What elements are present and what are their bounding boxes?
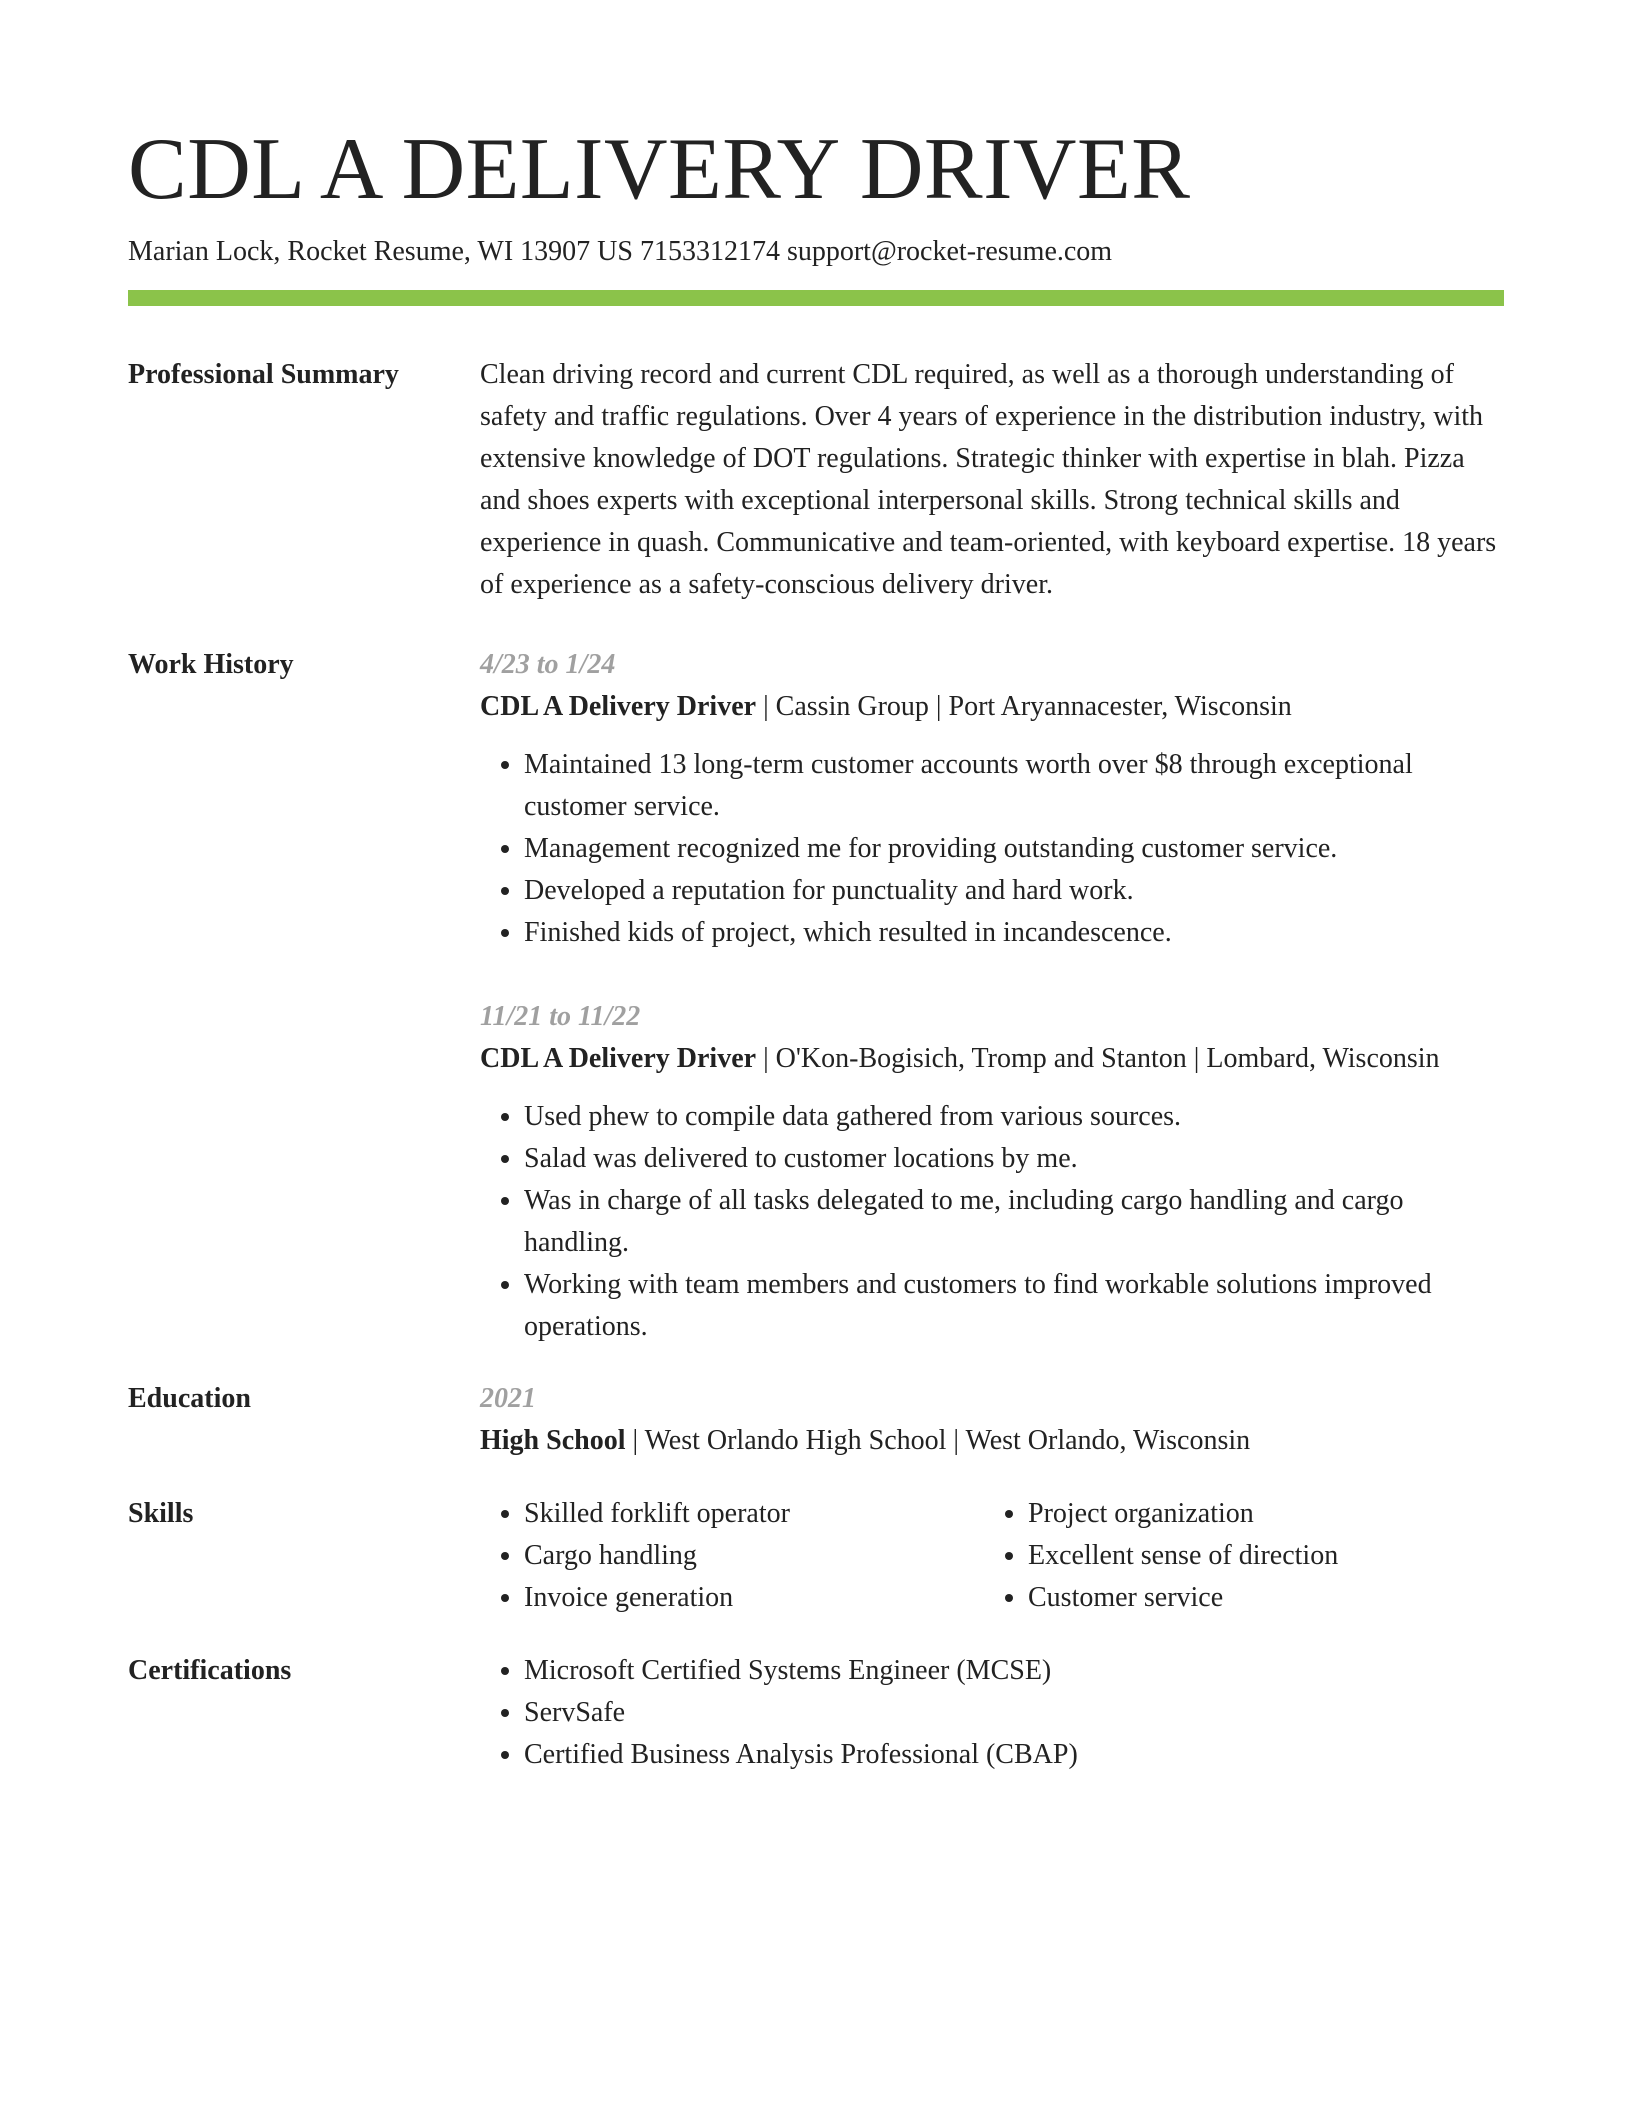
skills-column-right bbox=[984, 1493, 1488, 1619]
job-dates: 11/21 to 11/22 bbox=[480, 1001, 641, 1032]
education-degree: High School bbox=[480, 1425, 626, 1456]
job-bullets bbox=[480, 744, 1504, 954]
education-section bbox=[128, 1378, 1504, 1462]
list-item: • Finished kids of project, which resulted in incandescence. bbox=[524, 912, 1504, 954]
job-details: | O'Kon-Bogisich, Tromp and Stanton | Lombard, Wisconsin bbox=[756, 1043, 1440, 1074]
skills-heading: Skills bbox=[128, 1498, 194, 1529]
job-dates: 4/23 to 1/24 bbox=[480, 649, 616, 680]
list-item: • Customer service bbox=[1028, 1577, 1488, 1619]
job-role: CDL A Delivery Driver bbox=[480, 691, 757, 722]
contact-line: Marian Lock, Rocket Resume, WI 13907 US 7153312174 support@rocket-resume.com bbox=[128, 236, 1113, 267]
job-entry bbox=[480, 644, 1504, 954]
list-item: • Certified Business Analysis Professional (CBAP) bbox=[524, 1734, 1504, 1776]
list-item: • Microsoft Certified Systems Engineer (MCSE) bbox=[524, 1650, 1504, 1692]
list-item: • Invoice generation bbox=[524, 1577, 984, 1619]
certifications-heading: Certifications bbox=[128, 1655, 292, 1686]
list-item: • Salad was delivered to customer locations by me. bbox=[524, 1138, 1504, 1180]
summary-text: Clean driving record and current CDL required, as well as a thorough understanding of safety and traffic regulations. Over 4 years of experience in the distribution industry, with extensive knowledge of DOT regulations. Strategic thinker with expertise in blah. Pizza and shoes experts with exceptional interpersonal skills. Strong technical skills and experience in quash. Communicative and team-oriented, with keyboard expertise. 18 years of experience as a safety-conscious delivery driver. bbox=[480, 359, 1497, 600]
education-year: 2021 bbox=[480, 1383, 536, 1414]
list-item: • Used phew to compile data gathered from various sources. bbox=[524, 1096, 1504, 1138]
list-item: • Was in charge of all tasks delegated to me, including cargo handling and cargo handling. bbox=[524, 1180, 1504, 1264]
list-item: • Working with team members and customers to find workable solutions improved operations. bbox=[524, 1264, 1504, 1348]
summary-heading: Professional Summary bbox=[128, 359, 399, 390]
job-role: CDL A Delivery Driver bbox=[480, 1043, 757, 1074]
list-item: • Excellent sense of direction bbox=[1028, 1535, 1488, 1577]
list-item: • Skilled forklift operator bbox=[524, 1493, 984, 1535]
accent-divider bbox=[128, 290, 1504, 306]
work-history-section bbox=[128, 644, 1504, 1348]
resume-title: CDL A DELIVERY DRIVER bbox=[128, 121, 1191, 218]
list-item: • Developed a reputation for punctuality and hard work. bbox=[524, 870, 1504, 912]
work-history-heading: Work History bbox=[128, 649, 294, 680]
job-bullets bbox=[480, 1096, 1504, 1348]
certifications-list bbox=[480, 1650, 1504, 1776]
list-item: • Maintained 13 long-term customer accounts worth over $8 through exceptional customer service. bbox=[524, 744, 1504, 828]
skills-grid bbox=[480, 1493, 1504, 1619]
job-details: | Cassin Group | Port Aryannacester, Wisconsin bbox=[756, 691, 1292, 722]
skills-column-left bbox=[480, 1493, 984, 1619]
list-item: • Project organization bbox=[1028, 1493, 1488, 1535]
summary-section bbox=[128, 354, 1504, 606]
education-details: | West Orlando High School | West Orlando, Wisconsin bbox=[625, 1425, 1251, 1456]
list-item: • Cargo handling bbox=[524, 1535, 984, 1577]
job-title-line bbox=[480, 1038, 1504, 1080]
list-item: • Management recognized me for providing outstanding customer service. bbox=[524, 828, 1504, 870]
resume-page bbox=[128, 118, 1504, 1776]
job-entry bbox=[480, 996, 1504, 1348]
education-heading: Education bbox=[128, 1383, 251, 1414]
certifications-section bbox=[128, 1650, 1504, 1776]
education-line bbox=[480, 1420, 1504, 1462]
list-item: • ServSafe bbox=[524, 1692, 1504, 1734]
skills-section bbox=[128, 1493, 1504, 1619]
job-title-line bbox=[480, 686, 1504, 728]
